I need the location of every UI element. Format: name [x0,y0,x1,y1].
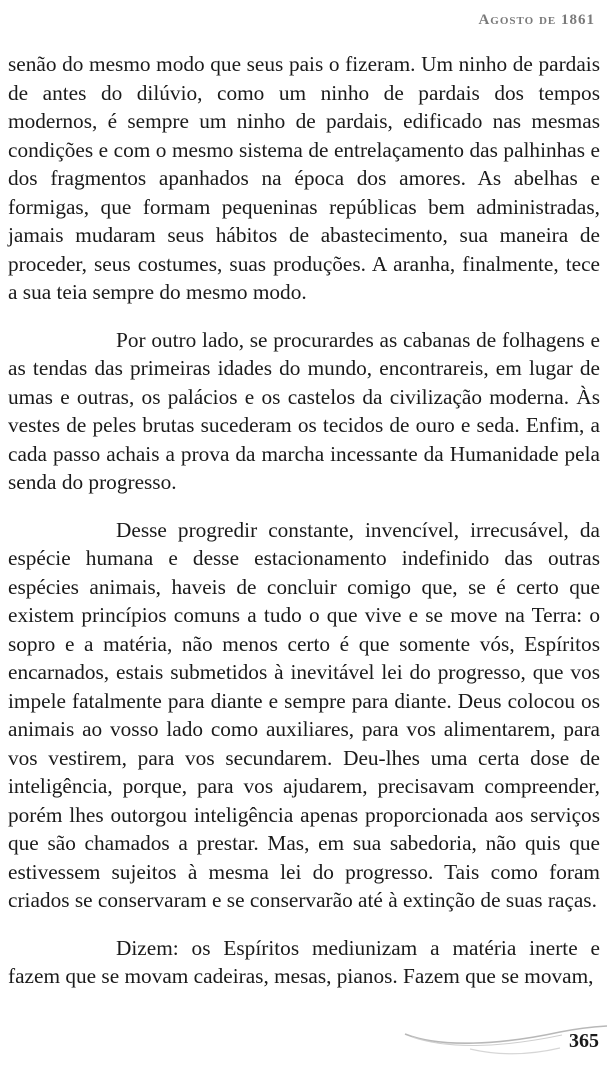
paragraph-2: Por outro lado, se procurardes as cabanas de folhagens e as tendas das primeiras idades do mundo, encontrareis, em lugar de umas e outras, os palácios e os castelos da civilização moderna. Às vestes de peles brutas sucederam os tecidos de ouro e seda. Enfim, a cada passo achais a prova da marcha incessante da Humanidade pela senda do progresso. [8,327,600,494]
page-number: 365 [569,1030,599,1052]
running-head: Agosto de 1861 [478,12,595,28]
paragraph-4: Dizem: os Espíritos mediunizam a matéria inerte e fazem que se movam cadeiras, mesas, pianos. Fazem que se movam, [8,935,600,988]
page-footer [0,1018,607,1065]
paragraph-3: Desse progredir constante, invencível, irrecusável, da espécie humana e desse estacionamento indefinido das outras espécies animais, haveis de concluir comigo que, se é certo que existem princípios comuns a tudo o que vive e se move na Terra: o sopro e a matéria, não menos certo é que somente vós, Espíritos encarnados, estais submetidos à inevitável lei do progresso, que vos impele fatalmente para diante e sempre para diante. Deus colocou os animais ao vosso lado como auxiliares, para vos alimentarem, para vos vestirem, para vos secundarem. Deu-lhes uma certa dose de inteligência, porque, para vos ajudarem, precisavam compreender, porém lhes outorgou inteligência apenas proporcionada aos serviços que são chamados a prestar. Mas, em sua sabedoria, não quis que estivessem sujeitos à mesma lei do progresso. Tais como foram criados se conservaram e se conservarão até à extinção de suas raças. [8,517,600,912]
swoosh-ornament-icon [0,1018,607,1065]
body-text [8,50,600,1010]
paragraph-1: senão do mesmo modo que seus pais o fizeram. Um ninho de pardais de antes do dilúvio, como um ninho de pardais dos tempos modernos, é sempre um ninho de pardais, edificado nas mesmas condições e com o mesmo sistema de entrelaçamento das palhinhas e dos fragmentos apanhados na época dos amores. As abelhas e formigas, que formam pequeninas repúblicas bem administradas, jamais mudaram seus hábitos de abastecimento, sua maneira de proceder, seus costumes, suas produções. A aranha, finalmente, tece a sua teia sempre do mesmo modo. [8,52,600,304]
